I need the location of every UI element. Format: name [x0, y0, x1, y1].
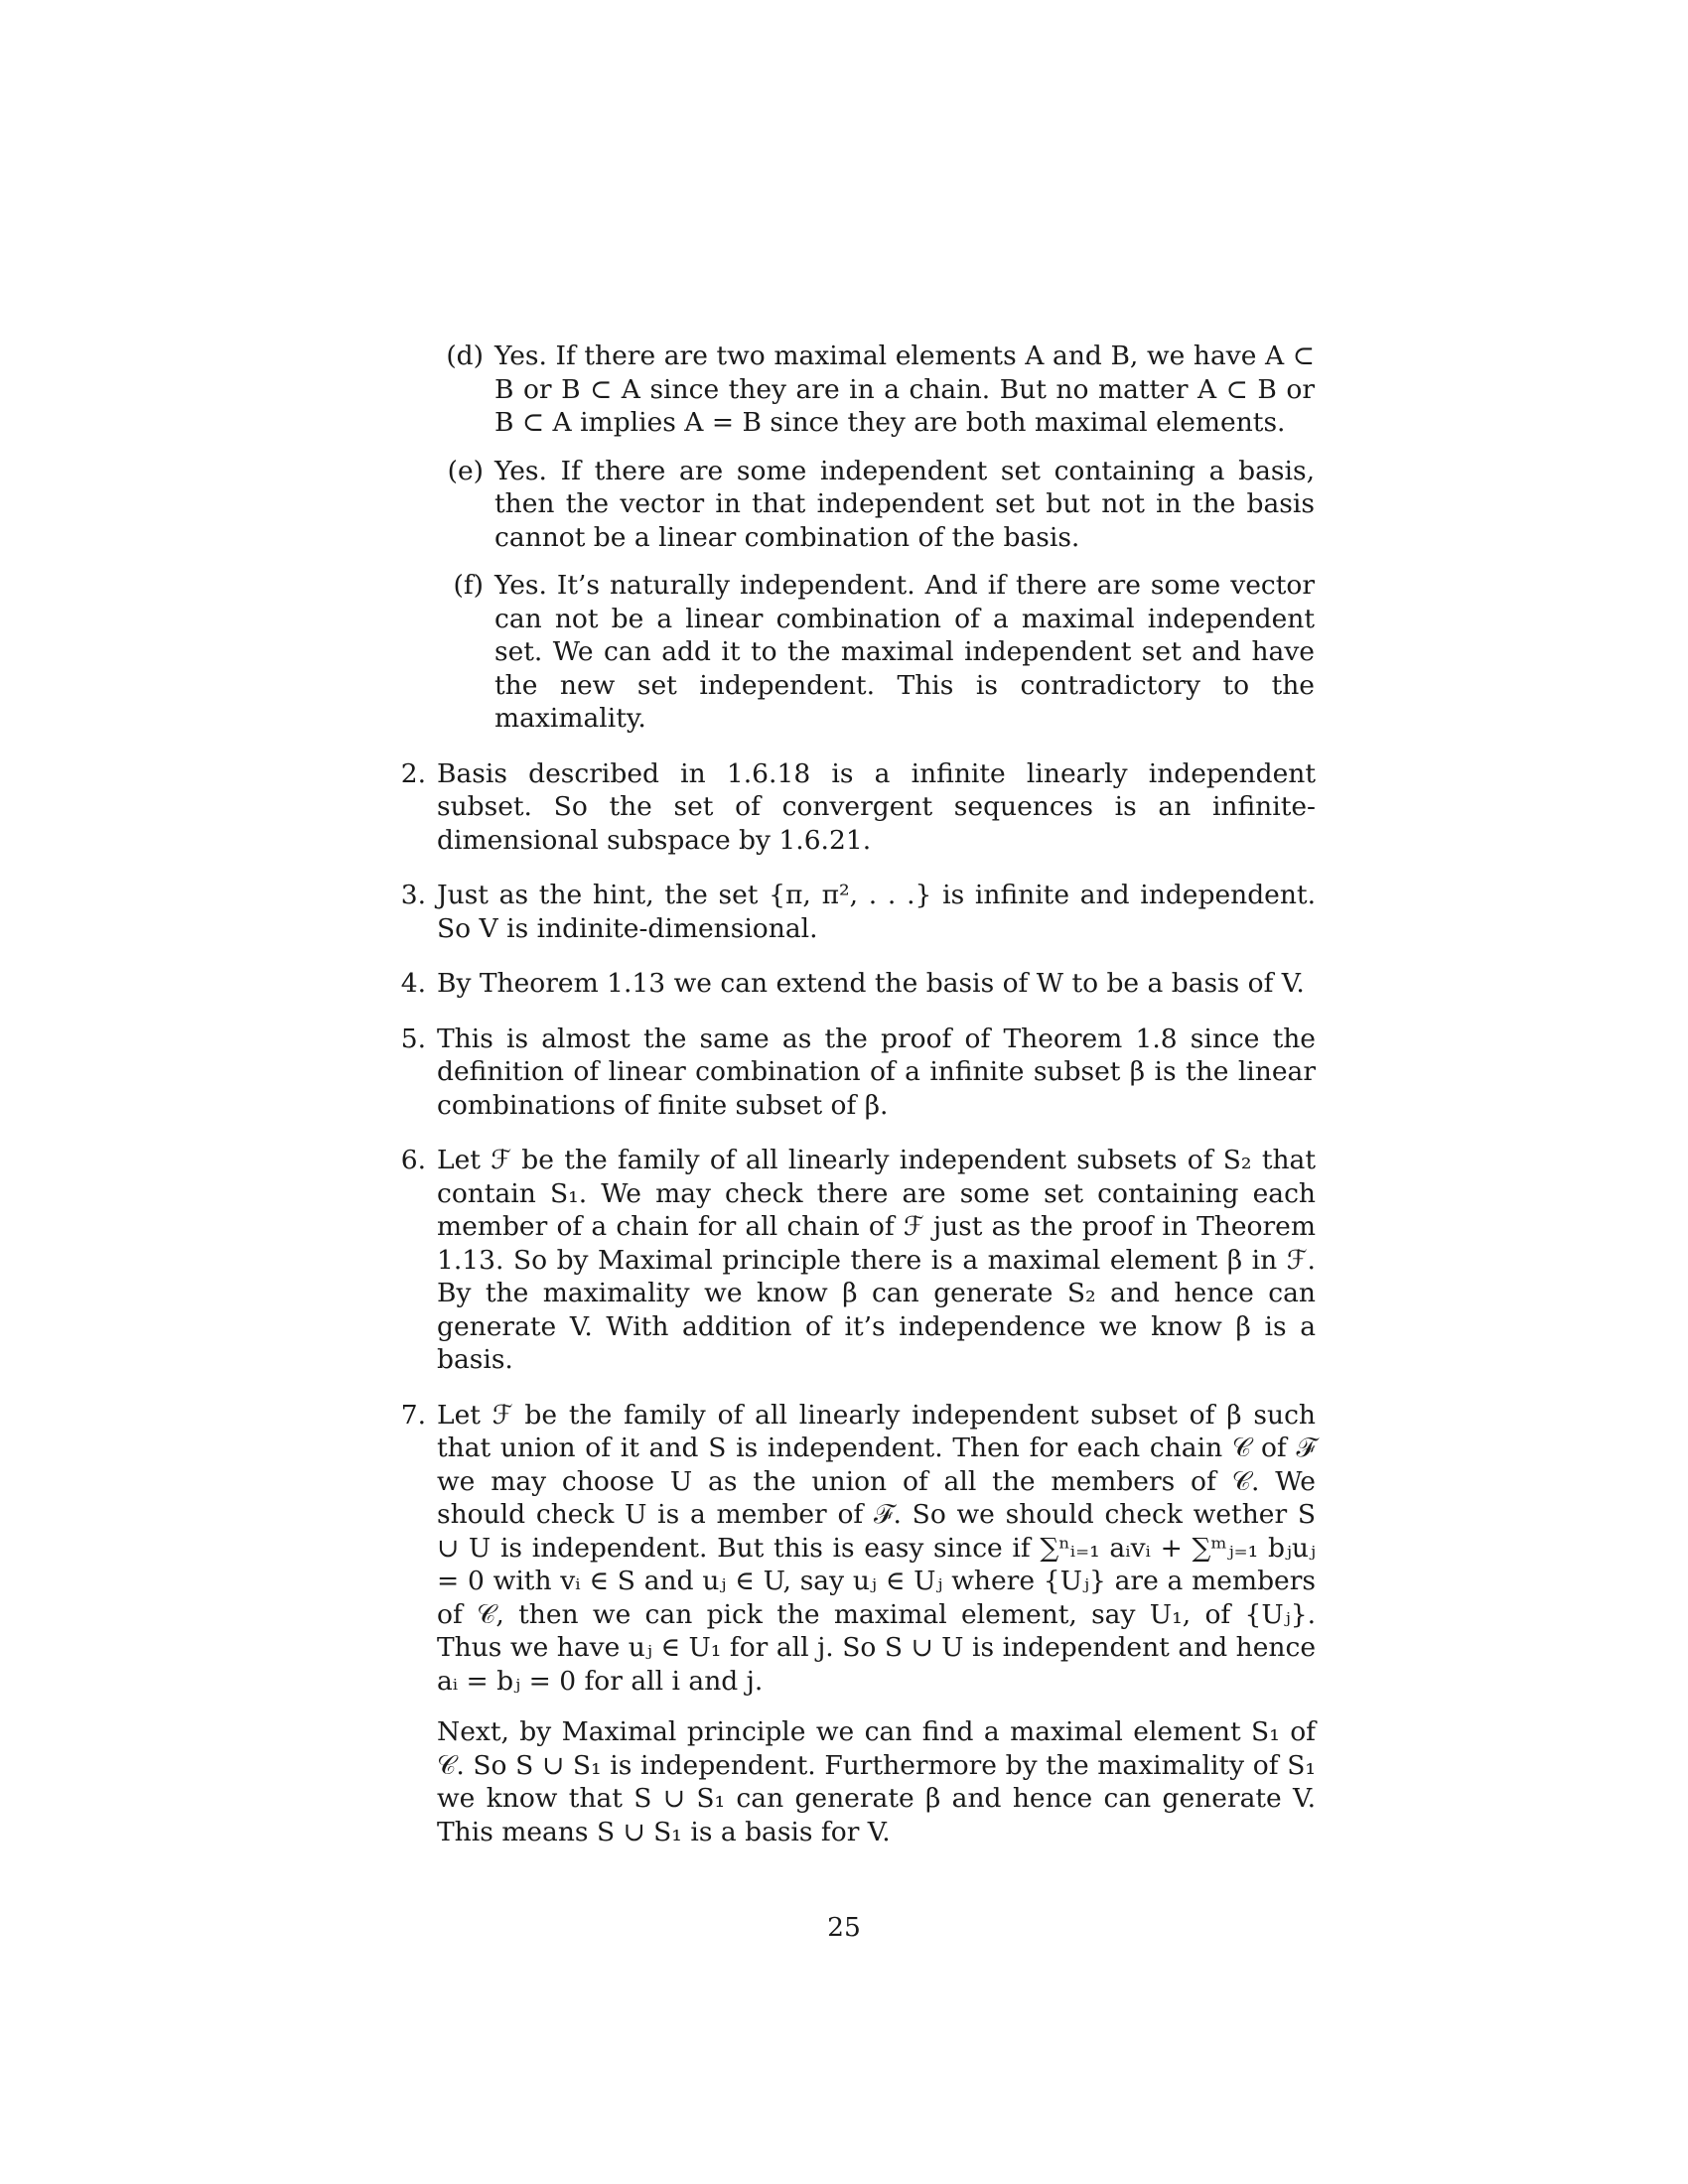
item-text: Just as the hint, the set {π, π², . . .} is infinite and independent. So V is indinite-dimensional.: [437, 880, 1316, 944]
item-text: Basis described in 1.6.18 is a infinite linearly independent subset. So the set of convergent sequences is an infinite-dimensional subspace by 1.6.21.: [437, 757, 1316, 856]
item-text: By Theorem 1.13 we can extend the basis of W to be a basis of V.: [437, 968, 1305, 999]
exercise-item-5: [392, 1023, 1316, 1123]
item-label: 3.: [400, 880, 426, 910]
page-body: [392, 340, 1316, 1848]
subitem-f: [392, 569, 1316, 736]
subitem-label: (e): [447, 455, 484, 486]
item-label: 4.: [400, 968, 426, 999]
exercise-item-7: [392, 1399, 1316, 1849]
item-text: Let ℱ be the family of all linearly independent subsets of S₂ that contain S₁. We may check there are some set containing each member of a chain for all chain of ℱ just as the proof in Theorem 1.13. So by Maximal principle there is a maximal element β in ℱ. By the maximality we know β can generate S₂ and hence can generate V. With addition of it’s independence we know β is a basis.: [437, 1145, 1316, 1375]
subitem-d: [392, 340, 1316, 440]
item-text-continued: Next, by Maximal principle we can find a maximal element S₁ of 𝒞. So S ∪ S₁ is independent. Furthermore by the maximality of S₁ we know that S ∪ S₁ can generate β and hence can generate V. This means S ∪ S₁ is a basis for V.: [437, 1716, 1316, 1847]
item-text: Let ℱ be the family of all linearly independent subset of β such that union of it and S is independent. Then for each chain 𝒞 of ℱ we may choose U as the union of all the members of 𝒞. We should check U is a member of ℱ. So we should check wether S ∪ U is independent. But this is easy since if ∑ⁿᵢ₌₁ aᵢvᵢ + ∑ᵐⱼ₌₁ bⱼuⱼ = 0 with vᵢ ∈ S and uⱼ ∈ U, say uⱼ ∈ Uⱼ where {Uⱼ} are a members of 𝒞, then we can pick the maximal element, say U₁, of {Uⱼ}. Thus we have uⱼ ∈ U₁ for all j. So S ∪ U is independent and hence aᵢ = bⱼ = 0 for all i and j.: [437, 1399, 1316, 1697]
subitem-text: Yes. If there are two maximal elements A and B, we have A ⊂ B or B ⊂ A since they are in a chain. But no matter A ⊂ B or B ⊂ A implies A = B since they are both maximal elements.: [494, 341, 1315, 438]
item-body: [437, 1399, 1316, 1849]
page-number: 25: [827, 1912, 861, 1943]
exercise-item-4: [392, 967, 1316, 1001]
item-label: 5.: [400, 1023, 426, 1054]
subitem-e: [392, 455, 1316, 555]
subitem-label: (d): [446, 341, 484, 371]
item-text: This is almost the same as the proof of Theorem 1.8 since the definition of linear combination of a infinite subset β is the linear combinations of finite subset of β.: [437, 1023, 1316, 1121]
item-label: 2.: [400, 757, 426, 789]
exercise-item-6: [392, 1144, 1316, 1377]
subitem-label: (f): [453, 570, 484, 601]
item-label: 7.: [400, 1399, 426, 1431]
subitem-text: Yes. If there are some independent set containing a basis, then the vector in that independent set but not in the basis cannot be a linear combination of the basis.: [494, 455, 1315, 553]
exercise-item-3: [392, 879, 1316, 945]
exercise-item-2: [392, 757, 1316, 858]
subitem-text: Yes. It’s naturally independent. And if there are some vector can not be a linear combination of a maximal independent set. We can add it to the maximal independent set and have the new set independent. This is contradictory to the maximality.: [494, 570, 1315, 734]
item-label: 6.: [400, 1145, 426, 1175]
